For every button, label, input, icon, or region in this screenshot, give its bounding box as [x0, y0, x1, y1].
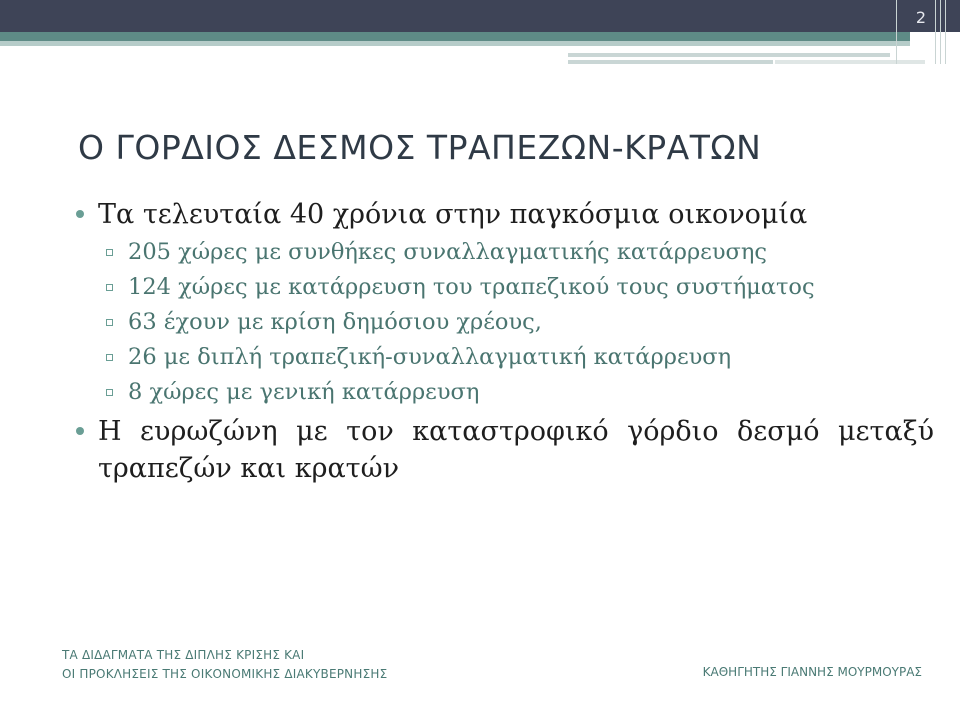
- sub-bullet-item: [76, 377, 934, 407]
- square-bullet-icon: [106, 389, 113, 396]
- sub-bullet-item: [76, 342, 934, 372]
- sub-bullet-text: 26 με διπλή τραπεζική-συναλλαγματική κατάρρευση: [128, 344, 732, 370]
- slide-number: 2: [915, 8, 927, 27]
- square-bullet-icon: [106, 354, 113, 361]
- bullet-dot-icon: [76, 427, 84, 435]
- decor-line-bottom: [568, 60, 773, 64]
- decor-line-bottom-faint: [775, 60, 925, 64]
- decor-vertical-line: [945, 0, 946, 64]
- header-accent-band: [0, 32, 910, 41]
- bullet-item: [76, 196, 934, 233]
- sub-bullet-item: [76, 237, 934, 267]
- decor-vertical-line: [896, 0, 897, 64]
- sub-bullet-list: [76, 237, 934, 407]
- sub-bullet-text: 205 χώρες με συνθήκες συναλλαγματικής κατάρρευσης: [128, 239, 767, 265]
- slide-content: [76, 196, 934, 487]
- bullet-text: Η ευρωζώνη με τον καταστροφικό γόρδιο δεσμό μεταξύ τραπεζών και κρατών: [98, 416, 934, 484]
- header-bar: [0, 0, 960, 32]
- square-bullet-icon: [106, 319, 113, 326]
- sub-bullet-item: [76, 272, 934, 302]
- footer-author: ΚΑΘΗΓΗΤΗΣ ΓΙΑΝΝΗΣ ΜΟΥΡΜΟΥΡΑΣ: [702, 665, 922, 679]
- bullet-text: Τα τελευταία 40 χρόνια στην παγκόσμια οικονομία: [98, 199, 808, 230]
- square-bullet-icon: [106, 284, 113, 291]
- sub-bullet-text: 63 έχουν με κρίση δημόσιου χρέους,: [128, 309, 542, 335]
- square-bullet-icon: [106, 249, 113, 256]
- sub-bullet-text: 8 χώρες με γενική κατάρρευση: [128, 379, 480, 405]
- footer-line: ΤΑ ΔΙΔΑΓΜΑΤΑ ΤΗΣ ΔΙΠΛΗΣ ΚΡΙΣΗΣ ΚΑΙ: [62, 648, 305, 662]
- slide-title: Ο ΓΟΡΔΙΟΣ ΔΕΣΜΟΣ ΤΡΑΠΕΖΩΝ-ΚΡΑΤΩΝ: [78, 128, 762, 167]
- bullet-item: [76, 413, 934, 487]
- decor-line-top: [568, 53, 890, 57]
- sub-bullet-text: 124 χώρες με κατάρρευση του τραπεζικού τους συστήματος: [128, 274, 815, 300]
- bullet-dot-icon: [76, 210, 84, 218]
- sub-bullet-item: [76, 307, 934, 337]
- footer-line: ΟΙ ΠΡΟΚΛΗΣΕΙΣ ΤΗΣ ΟΙΚΟΝΟΜΙΚΗΣ ΔΙΑΚΥΒΕΡΝΗΣΗΣ: [62, 667, 388, 681]
- footer-presentation-title: [62, 646, 387, 684]
- header-light-band: [0, 41, 910, 46]
